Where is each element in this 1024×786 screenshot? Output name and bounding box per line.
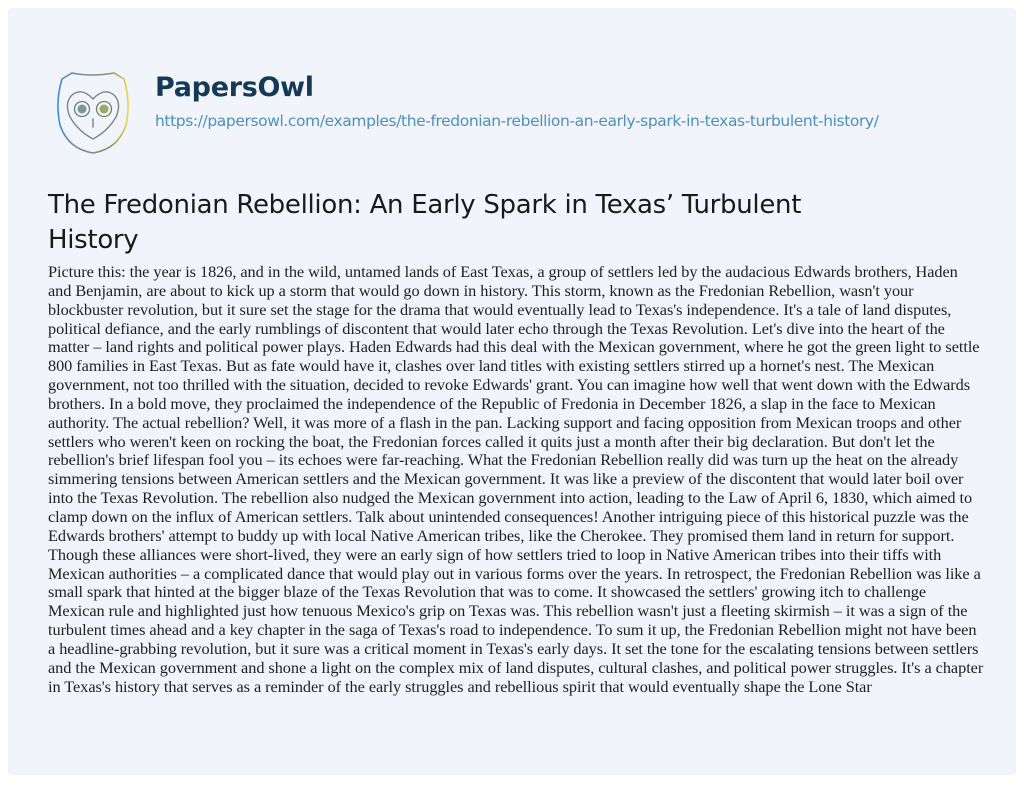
- document-card: [8, 8, 1016, 775]
- brand-name: PapersOwl: [155, 72, 314, 103]
- source-url-link[interactable]: https://papersowl.com/examples/the-fredonian-rebellion-an-early-spark-in-texas-turbulent-history/: [155, 112, 879, 130]
- essay-body: Picture this: the year is 1826, and in the wild, untamed lands of East Texas, a group of settlers led by the audacious Edwards brothers, Haden and Benjamin, are about to kick up a storm that would go down in history. This storm, known as the Fredonian Rebellion, wasn't your blockbuster revolution, but it sure set the stage for the drama that would eventually lead to Texas's independence. It's a tale of land disputes, political defiance, and the early rumblings of discontent that would later echo through the Texas Revolution. Let's dive into the heart of the matter – land rights and political power plays. Haden Edwards had this deal with the Mexican government, where he got the green light to settle 800 families in East Texas. But as fate would have it, clashes over land titles with existing settlers stirred up a hornet's nest. The Mexican government, not too thrilled with the situation, decided to revoke Edwards' grant. You can imagine how well that went down with the Edwards brothers. In a bold move, they proclaimed the independence of the Republic of Fredonia in December 1826, a slap in the face to Mexican authority. The actual rebellion? Well, it was more of a flash in the pan. Lacking support and facing opposition from Mexican troops and other settlers who weren't keen on rocking the boat, the Fredonian forces called it quits just a month after their big declaration. But don't let the rebellion's brief lifespan fool you – its echoes were far-reaching. What the Fredonian Rebellion really did was turn up the heat on the already simmering tensions between American settlers and the Mexican government. It was like a preview of the discontent that would later boil over into the Texas Revolution. The rebellion also nudged the Mexican government into action, leading to the Law of April 6, 1830, which aimed to clamp down on the influx of American settlers. Talk about unintended consequences! Another intriguing piece of this historical puzzle was the Edwards brothers' attempt to buddy up with local Native American tribes, like the Cherokee. They promised them land in return for support. Though these alliances were short-lived, they were an early sign of how settlers tried to loop in Native American tribes into their tiffs with Mexican authorities – a complicated dance that would play out in various forms over the years. In retrospect, the Fredonian Rebellion was like a small spark that hinted at the bigger blaze of the Texas Revolution that was to come. It showcased the settlers' growing itch to challenge Mexican rule and highlighted just how tenuous Mexico's grip on Texas was. This rebellion wasn't just a fleeting skirmish – it was a sign of the turbulent times ahead and a key chapter in the saga of Texas's road to independence. To sum it up, the Fredonian Rebellion might not have been a headline-grabbing revolution, but it sure was a critical moment in Texas's early days. It set the tone for the escalating tensions between settlers and the Mexican government and shone a light on the complex mix of land disputes, cultural clashes, and political power struggles. It's a chapter in Texas's history that serves as a reminder of the early struggles and rebellious spirit that would eventually shape the Lone Star: [48, 262, 984, 696]
- owl-logo-icon: [52, 67, 134, 157]
- page-title: The Fredonian Rebellion: An Early Spark in Texas’ Turbulent History: [48, 190, 802, 255]
